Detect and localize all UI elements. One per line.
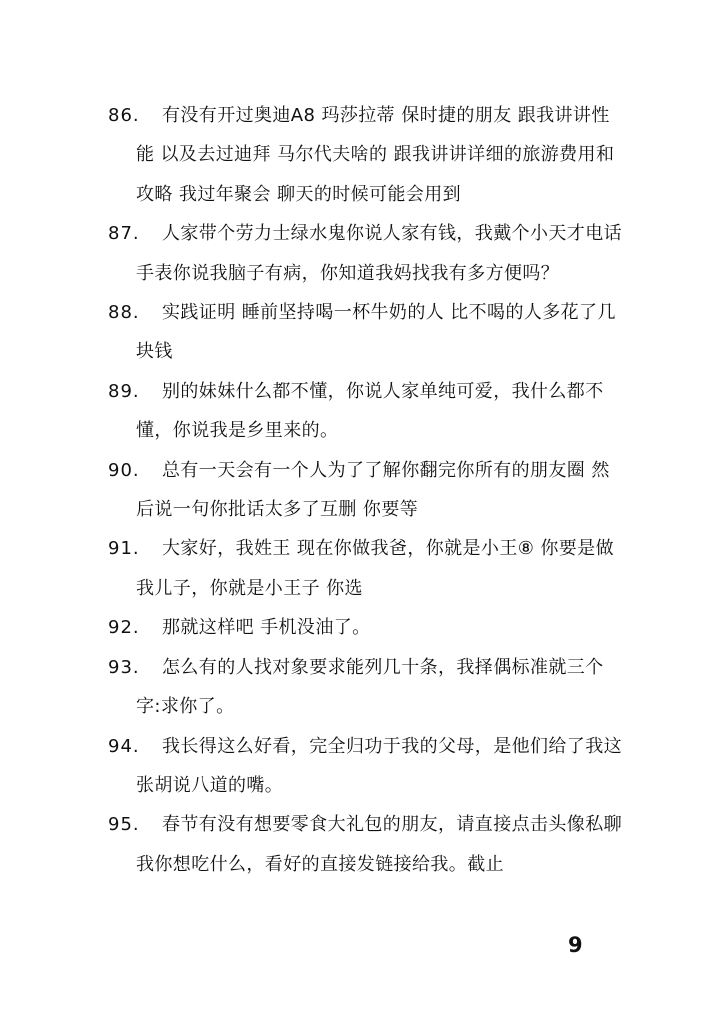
joke-list — [108, 96, 628, 884]
item-number: 90. — [108, 459, 140, 481]
item-text: 那就这样吧 手机没油了。 — [162, 617, 371, 639]
list-item — [108, 529, 628, 608]
item-text: 人家带个劳力士绿水鬼你说人家有钱，我戴个小天才电话手表你说我脑子有病，你知道我妈找我有多方便吗？ — [136, 223, 622, 284]
item-text: 我长得这么好看，完全归功于我的父母，是他们给了我这张胡说八道的嘴。 — [136, 735, 622, 796]
list-item — [108, 293, 628, 372]
item-text: 别的妹妹什么都不懂，你说人家单纯可爱，我什么都不懂，你说我是乡里来的。 — [136, 380, 604, 442]
list-item — [108, 372, 628, 451]
item-number: 88. — [108, 302, 140, 324]
item-text: 实践证明 睡前坚持喝一杯牛奶的人 比不喝的人多花了几块钱 — [136, 302, 616, 363]
item-text: 大家好，我姓王 现在你做我爸，你就是小王⑧ 你要是做我儿子，你就是小王子 你选 — [136, 538, 614, 599]
item-text: 有没有开过奥迪A8 玛莎拉蒂 保时捷的朋友 跟我讲讲性能 以及去过迪拜 马尔代夫啥的 跟我讲讲详细的旅游费用和攻略 我过年聚会 聊天的时候可能会用到 — [136, 105, 615, 205]
list-item — [108, 451, 628, 530]
item-number: 95. — [108, 814, 140, 836]
list-item — [108, 805, 628, 884]
item-number: 91. — [108, 538, 140, 560]
item-text: 怎么有的人找对象要求能列几十条，我择偶标准就三个字:求你了。 — [136, 656, 604, 718]
item-text: 春节有没有想要零食大礼包的朋友，请直接点击头像私聊我你想吃什么，看好的直接发链接给我。截止 — [136, 814, 622, 875]
item-number: 89. — [108, 380, 140, 402]
item-text: 总有一天会有一个人为了了解你翻完你所有的朋友圈 然后说一句你批话太多了互删 你要等 — [136, 459, 610, 521]
page-number: 9 — [568, 933, 583, 957]
list-item — [108, 727, 628, 806]
list-item — [108, 648, 628, 727]
item-number: 87. — [108, 223, 140, 245]
list-item — [108, 608, 628, 647]
list-item — [108, 96, 628, 214]
item-number: 93. — [108, 656, 140, 678]
list-item — [108, 214, 628, 293]
item-number: 94. — [108, 735, 140, 757]
item-number: 92. — [108, 617, 140, 639]
item-number: 86. — [108, 105, 140, 126]
